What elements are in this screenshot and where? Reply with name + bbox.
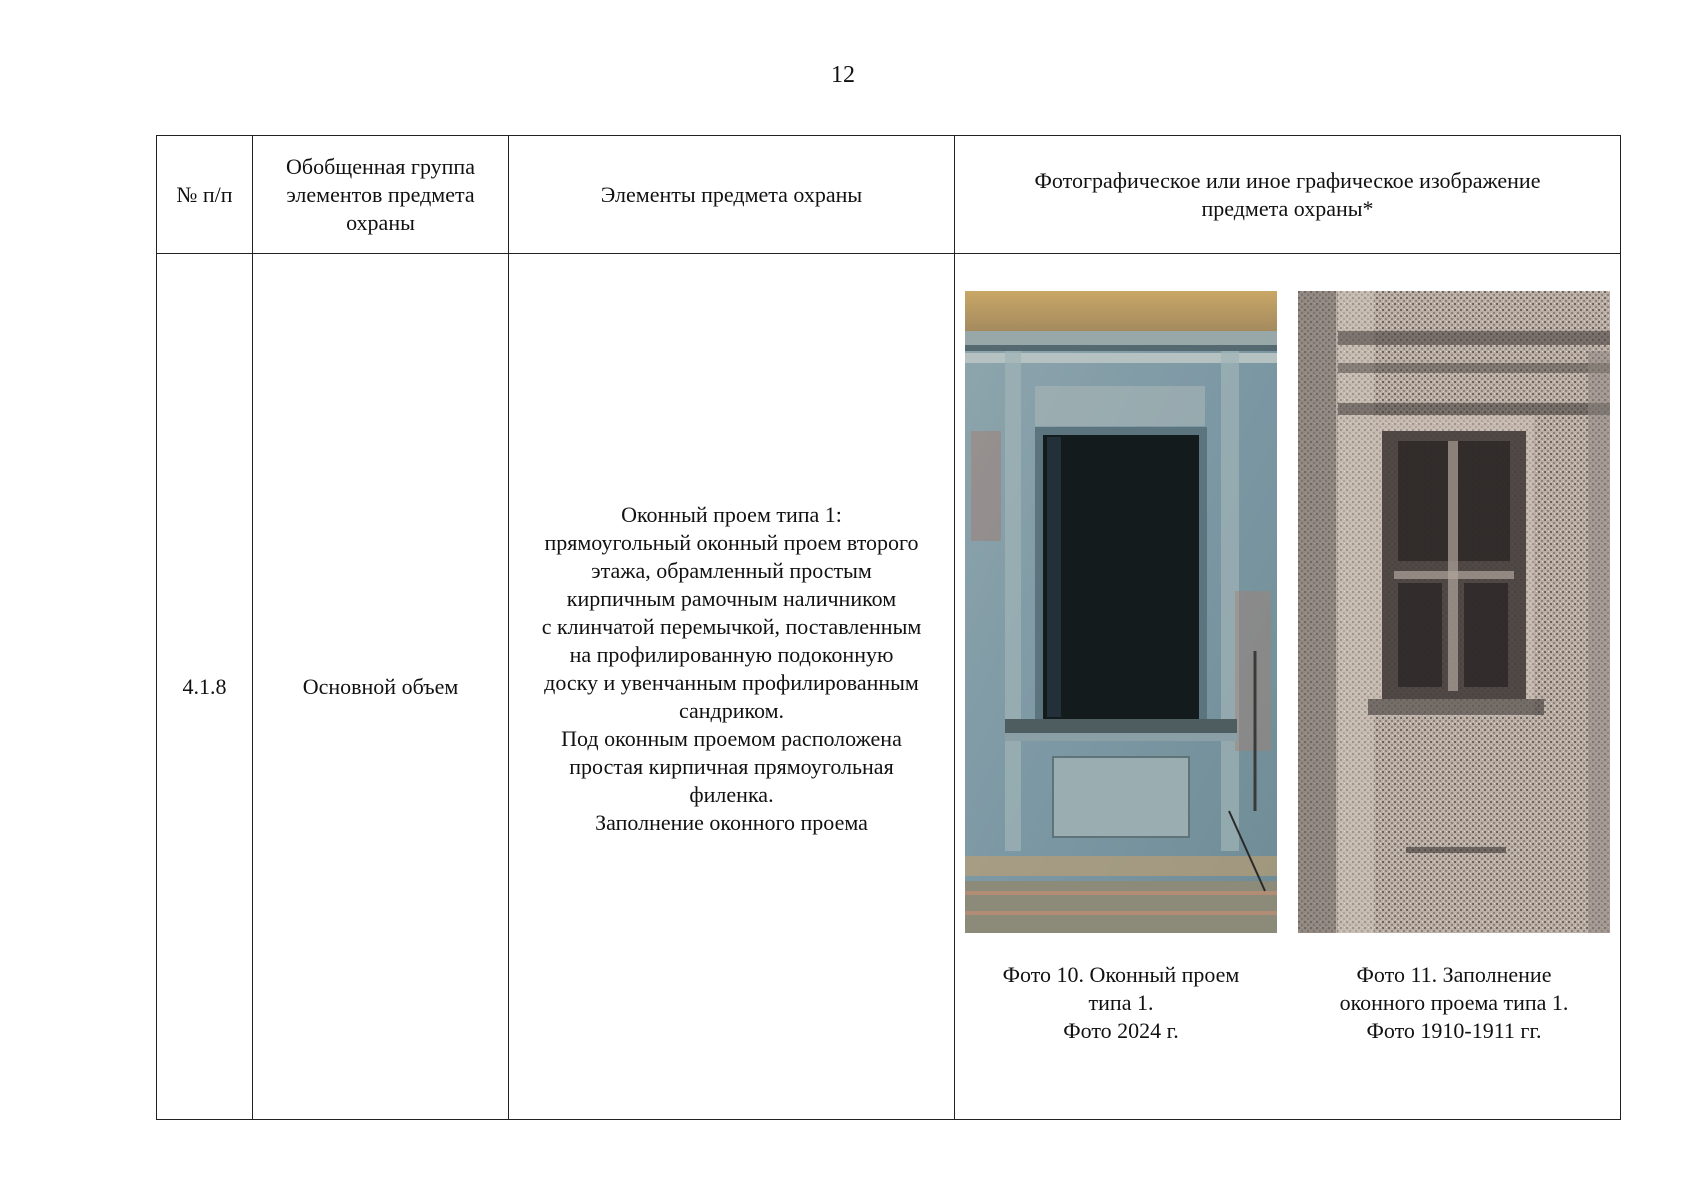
- table-row: [157, 254, 1621, 1120]
- description-line: доску и увенчанным профилированным: [544, 669, 919, 695]
- row-images: [955, 254, 1621, 1120]
- caption-line: Фото 2024 г.: [1063, 1018, 1179, 1043]
- page-number: 12: [831, 62, 855, 88]
- caption-line: Фото 11. Заполнение: [1356, 962, 1552, 987]
- protection-table: [156, 135, 1621, 1120]
- caption-line: Фото 1910-1911 гг.: [1366, 1018, 1542, 1043]
- header-image-line: предмета охраны*: [1201, 195, 1374, 221]
- description-line: этажа, обрамленный простым: [591, 557, 872, 583]
- photo-10-caption: [965, 961, 1277, 1045]
- photo-11-caption: [1298, 961, 1610, 1045]
- header-elements: Элементы предмета охраны: [509, 136, 955, 254]
- description-line: кирпичным рамочным наличником: [566, 585, 897, 611]
- row-group: Основной объем: [253, 254, 509, 1120]
- header-number: № п/п: [157, 136, 253, 254]
- header-group-line: охраны: [346, 209, 415, 235]
- photo-11: [1298, 291, 1610, 1045]
- header-group: [253, 136, 509, 254]
- window-photo-color-icon: [965, 291, 1277, 933]
- description-line: Под оконным проемом расположена: [561, 725, 902, 751]
- description-line: сандриком.: [678, 697, 785, 723]
- row-number: 4.1.8: [157, 254, 253, 1120]
- window-photo-historic-icon: [1298, 291, 1610, 933]
- header-image-line: Фотографическое или иное графическое изображение: [1034, 167, 1541, 193]
- caption-line: типа 1.: [1088, 990, 1154, 1015]
- description-line: Заполнение оконного проема: [595, 809, 868, 835]
- description-line: Оконный проем типа 1:: [621, 501, 842, 527]
- photo-10: [965, 291, 1277, 1045]
- header-image: [955, 136, 1621, 254]
- table-header-row: [157, 136, 1621, 254]
- caption-line: Фото 10. Оконный проем: [1002, 962, 1240, 987]
- photo-gallery: [965, 291, 1610, 1045]
- description-line: простая кирпичная прямоугольная: [569, 753, 894, 779]
- description-line: с клинчатой перемычкой, поставленным: [541, 613, 922, 639]
- description-line: на профилированную подоконную: [569, 641, 894, 667]
- header-group-line: элементов предмета: [286, 181, 475, 207]
- row-description: [509, 254, 955, 1120]
- header-group-line: Обобщенная группа: [286, 153, 475, 179]
- description-line: филенка.: [689, 781, 774, 807]
- caption-line: оконного проема типа 1.: [1339, 990, 1569, 1015]
- description-line: прямоугольный оконный проем второго: [544, 529, 919, 555]
